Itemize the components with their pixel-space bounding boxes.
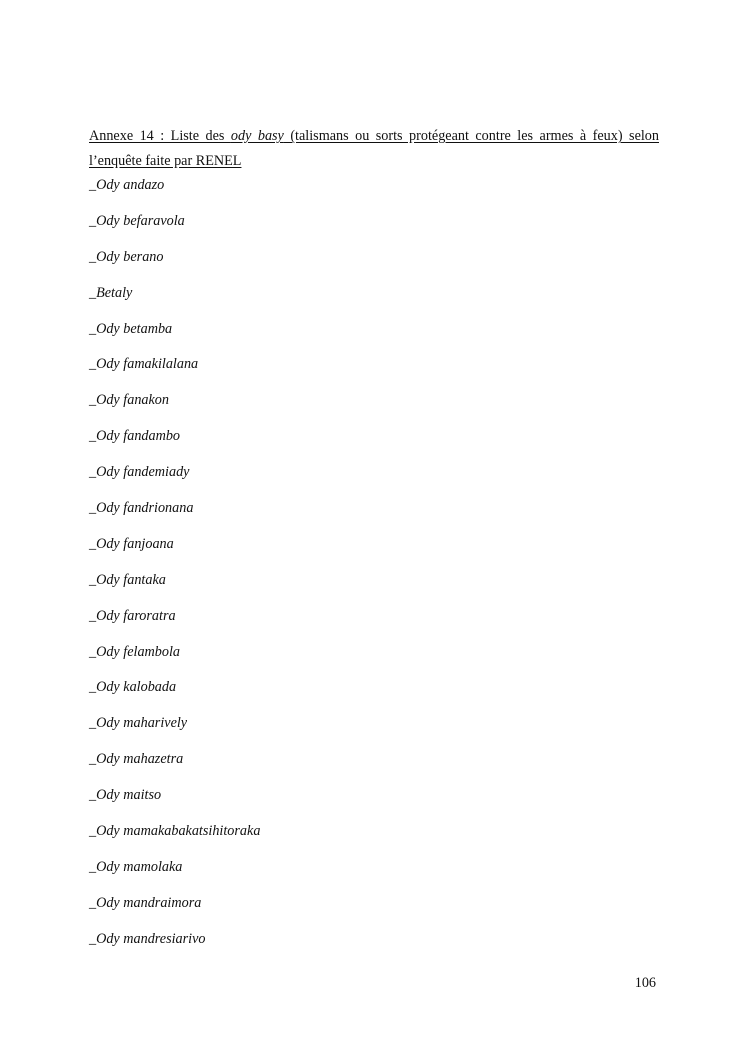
list-item: _Ody andazo <box>89 177 165 193</box>
page-number: 106 <box>634 975 656 991</box>
list-item: _Betaly <box>89 284 133 301</box>
list-item: _Ody betamba <box>89 320 173 337</box>
list-item: _Ody felambola <box>89 643 181 660</box>
ody-list <box>89 172 260 962</box>
list-item: _Ody maitso <box>89 787 162 804</box>
list-item: _Ody fanakon <box>89 392 169 409</box>
list-item: _Ody faroratra <box>89 607 176 624</box>
list-item: _Ody famakilalana <box>89 356 199 373</box>
list-item: _Ody fanjoana <box>89 535 174 552</box>
list-item: _Ody mamakabakatsihitoraka <box>89 823 261 840</box>
list-item: _Ody mahazetra <box>89 751 184 768</box>
heading-prefix: Annexe 14 : Liste des <box>89 128 231 144</box>
list-item: _Ody mamolaka <box>89 858 183 875</box>
list-item: _Ody berano <box>89 248 164 265</box>
list-item: _Ody befaravola <box>89 212 185 229</box>
heading-italic-term: ody basy <box>230 128 284 144</box>
list-item: _Ody fandambo <box>89 428 181 445</box>
list-item: _Ody mandresiarivo <box>89 930 206 947</box>
list-item: _Ody fantaka <box>89 571 166 588</box>
list-item: _Ody kalobada <box>89 679 177 696</box>
list-item: _Ody fandrionana <box>89 500 194 517</box>
annex-heading <box>89 124 659 174</box>
list-item: _Ody maharively <box>89 715 188 732</box>
list-item: _Ody fandemiady <box>89 464 190 481</box>
heading-suffix: (talismans ou sorts protégeant contre les armes à feux) selon l’enquête faite par RENEL <box>89 128 659 169</box>
list-item: _Ody mandraimora <box>89 894 202 911</box>
